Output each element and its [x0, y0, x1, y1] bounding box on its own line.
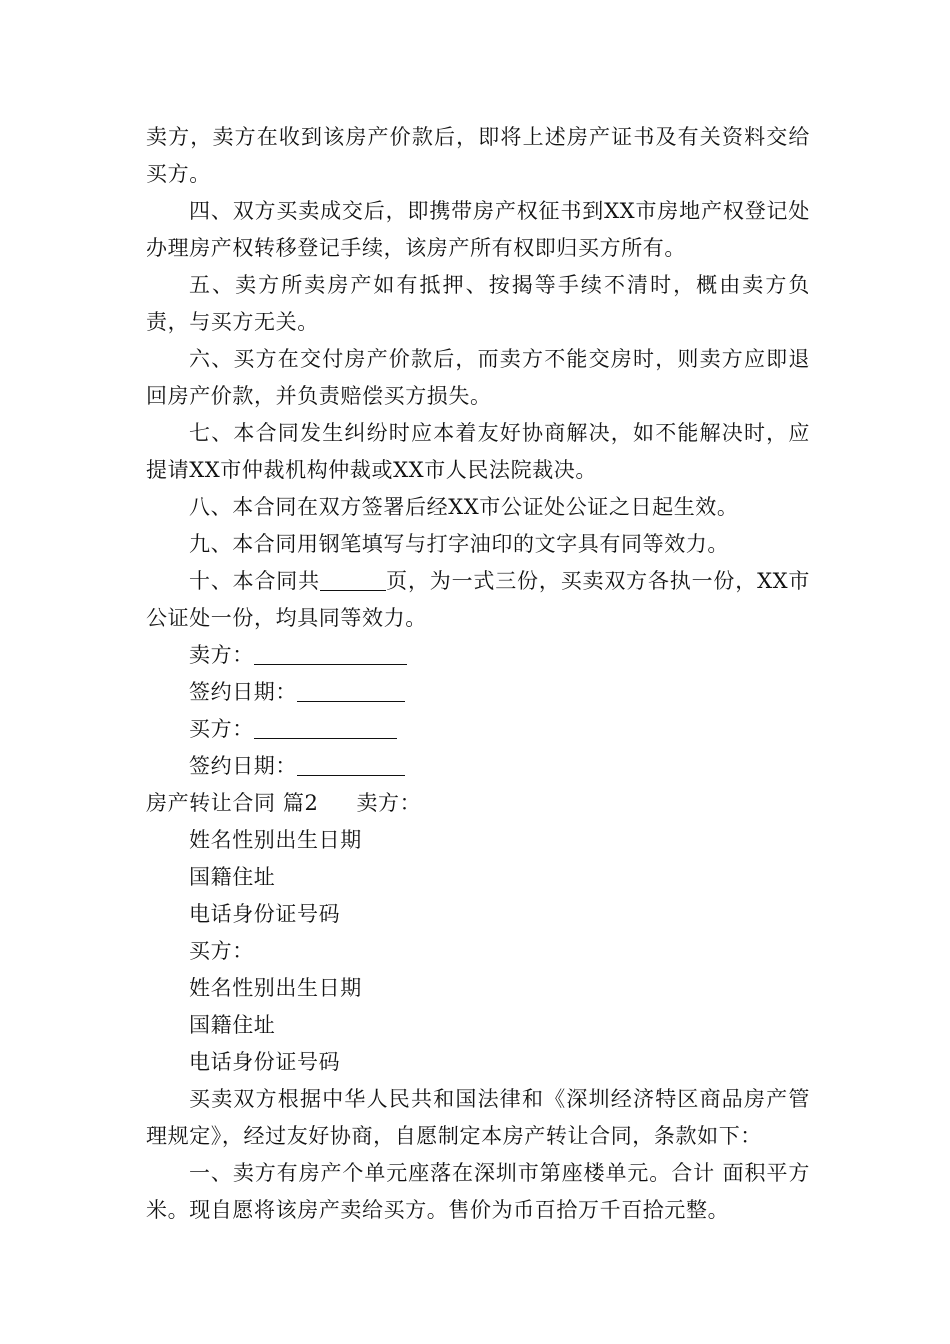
signature-label: 卖方：: [189, 643, 254, 667]
signature-buyer-date: [146, 748, 810, 785]
clause-7: 七、本合同发生纠纷时应本着友好协商解决，如不能解决时，应提请XX市仲裁机构仲裁或XX市人民法院裁决。: [146, 421, 810, 482]
party-line: 姓名性别出生日期: [189, 828, 362, 852]
preamble-paragraph: 买卖双方根据中华人民共和国法律和《深圳经济特区商品房产管理规定》，经过友好协商，自愿制定本房产转让合同，条款如下：: [146, 1087, 810, 1148]
clause-10: [146, 563, 810, 637]
party-line: 电话身份证号码: [189, 902, 341, 926]
section-2-title: 房产转让合同 篇2: [146, 791, 319, 815]
party-line: 买方：: [189, 939, 254, 963]
clause-8: 八、本合同在双方签署后经XX市公证处公证之日起生效。: [189, 495, 739, 519]
signature-blank: [254, 716, 397, 739]
signature-seller-date: [146, 674, 810, 711]
party-line: 姓名性别出生日期: [189, 976, 362, 1000]
signature-blank: [297, 679, 405, 702]
clause-1: 一、卖方有房产个单元座落在深圳市第座楼单元。合计 面积平方米。现自愿将该房产卖给买方。售价为币百拾万千百拾元整。: [146, 1161, 810, 1222]
clause-6: 六、买方在交付房产价款后，而卖方不能交房时，则卖方应即退回房产价款，并负责赔偿买方损失。: [146, 347, 810, 408]
clause-5: 五、卖方所卖房产如有抵押、按揭等手续不清时，概由卖方负责，与买方无关。: [146, 273, 810, 334]
signature-label: 买方：: [189, 717, 254, 741]
clause-10-prefix: 十、本合同共: [189, 569, 320, 593]
clause-9: 九、本合同用钢笔填写与打字油印的文字具有同等效力。: [189, 532, 729, 556]
signature-blank: [297, 753, 405, 776]
party-line: 电话身份证号码: [189, 1050, 341, 1074]
signature-buyer: [146, 711, 810, 748]
signature-label: 签约日期：: [189, 754, 297, 778]
clause-10-suffix: 页，为一式三份，买卖双方各执一份，XX市公证处一份，均具同等效力。: [146, 569, 810, 630]
signature-blank: [254, 642, 407, 665]
page-count-blank: [320, 568, 386, 591]
clause-4: 四、双方买卖成交后，即携带房产权征书到XX市房地产权登记处办理房产权转移登记手续，该房产所有权即归买方所有。: [146, 199, 810, 260]
section-2-heading: [146, 785, 810, 822]
party-line: 国籍住址: [189, 865, 276, 889]
section-2-seller-label: 卖方：: [356, 791, 422, 815]
document-body: [146, 119, 810, 1229]
party-line: 国籍住址: [189, 1013, 276, 1037]
signature-label: 签约日期：: [189, 680, 297, 704]
signature-seller: [146, 637, 810, 674]
paragraph-continuation: 卖方，卖方在收到该房产价款后，即将上述房产证书及有关资料交给买方。: [146, 125, 810, 186]
